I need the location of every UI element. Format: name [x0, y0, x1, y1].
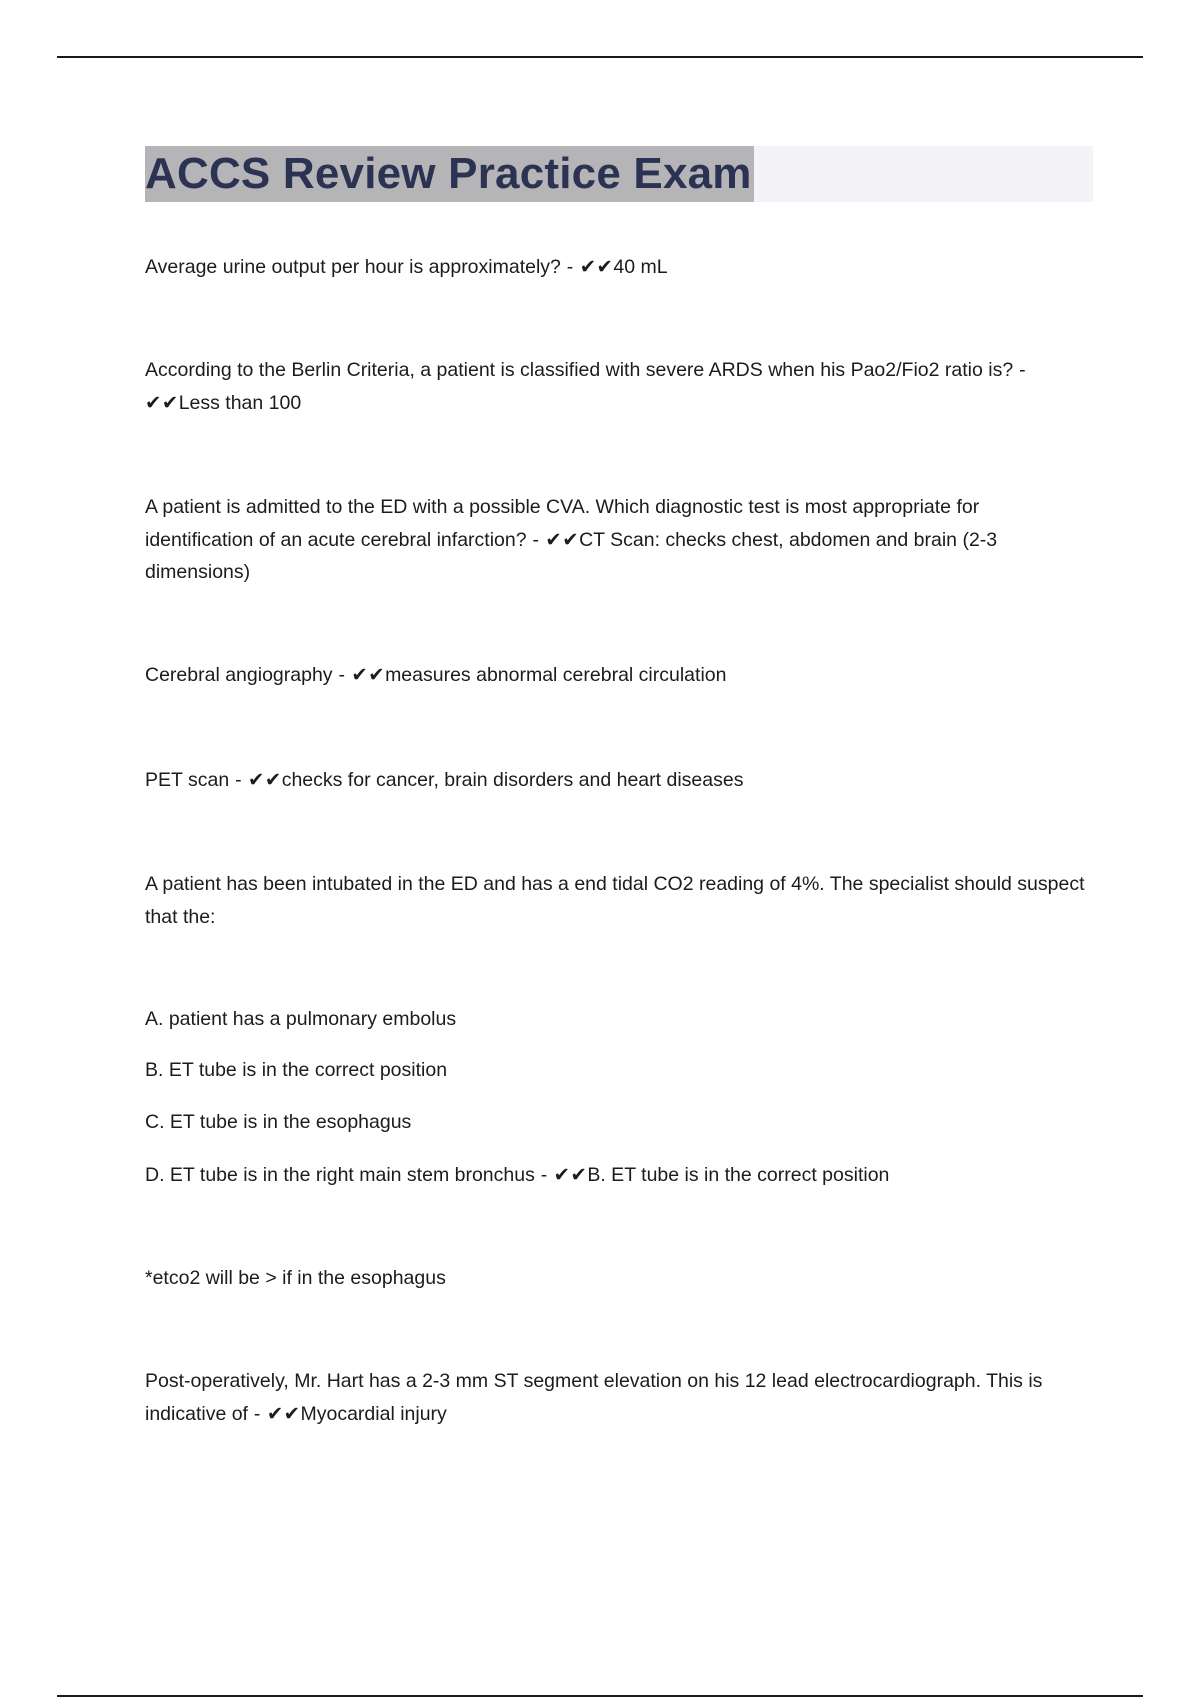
option-c: C. ET tube is in the esophagus	[145, 1111, 412, 1133]
answer-text: Myocardial injury	[300, 1402, 447, 1425]
question-text: A patient has been intubated in the ED and has a end tidal CO2 reading of 4%. The specialist should suspect that the:	[145, 873, 1085, 928]
page-title: ACCS Review Practice Exam	[145, 146, 754, 202]
check-marker: - ✔✔	[560, 256, 614, 278]
question-cerebral-angiography	[145, 659, 1085, 692]
answer-text: checks for cancer, brain disorders and heart diseases	[281, 769, 744, 791]
option-b: B. ET tube is in the correct position	[145, 1059, 448, 1081]
answer-text: B. ET tube is in the correct position	[587, 1164, 890, 1186]
question-st-elevation	[145, 1365, 1085, 1430]
bottom-rule	[57, 1695, 1143, 1697]
option-a: A. patient has a pulmonary embolus	[145, 1008, 457, 1030]
question-text: PET scan	[145, 769, 230, 791]
check-marker: - ✔✔	[534, 1164, 588, 1186]
answer-text: measures abnormal cerebral circulation	[385, 664, 727, 686]
option-d-text: D. ET tube is in the right main stem bronchus	[145, 1164, 535, 1186]
question-text: A patient is admitted to the ED with a possible CVA. Which diagnostic test is most appropriate for identification of an acute cerebral infarction?	[145, 496, 980, 551]
question-text: According to the Berlin Criteria, a patient is classified with severe ARDS when his Pao2/Fio2 ratio is?	[145, 359, 1014, 381]
check-marker: - ✔✔	[332, 664, 386, 686]
question-pet-scan	[145, 764, 1085, 797]
answer-text: 40 mL	[613, 256, 668, 278]
check-marker: - ✔✔	[229, 769, 282, 791]
question-cva-test	[145, 491, 1085, 589]
top-rule	[57, 56, 1143, 58]
answer-text: CT Scan: checks chest, abdomen and brain (2-3 dimensions)	[145, 528, 998, 583]
question-text: Cerebral angiography	[145, 664, 333, 686]
etco2-note: *etco2 will be > if in the esophagus	[145, 1267, 446, 1289]
question-text: Post-operatively, Mr. Hart has a 2-3 mm ST segment elevation on his 12 lead electrocardiograph. This is indicative of	[145, 1370, 1043, 1425]
question-etco2	[145, 868, 1085, 933]
answer-text: Less than 100	[178, 391, 302, 414]
question-urine-output	[145, 251, 1085, 284]
question-text: Average urine output per hour is approximately?	[145, 256, 561, 278]
check-marker: - ✔✔	[145, 359, 1027, 414]
question-berlin-criteria	[145, 354, 1085, 419]
option-d	[145, 1159, 1085, 1192]
check-marker: - ✔✔	[247, 1402, 301, 1425]
check-marker: - ✔✔	[526, 528, 580, 551]
